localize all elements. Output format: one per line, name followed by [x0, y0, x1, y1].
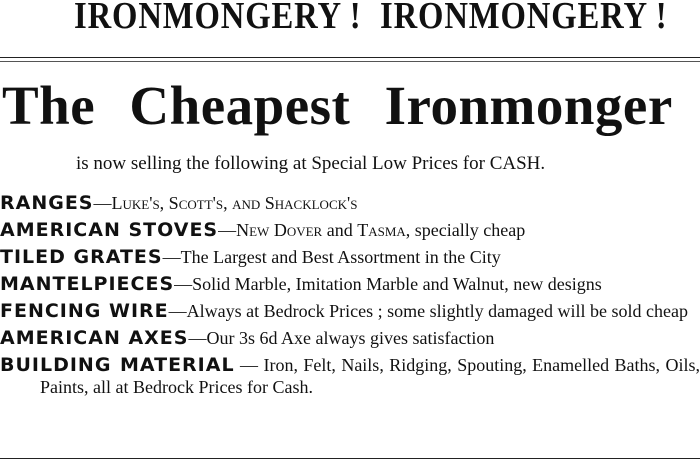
bottom-rule	[0, 458, 700, 459]
item-description: The Largest and Best Assortment in the City	[180, 247, 501, 267]
item-description: Iron, Felt, Nails, Ridging, Spouting, Enamelled Baths, Oils, Paints, all at Bedrock Prices for Cash.	[40, 355, 700, 397]
item-heading: AMERICAN STOVES	[0, 219, 219, 241]
item-heading: FENCING WIRE	[0, 300, 169, 322]
item-dash: —	[93, 193, 112, 213]
list-item-ranges	[0, 192, 700, 214]
item-connector: and	[322, 220, 358, 240]
item-brand-new-dover: New Dover	[236, 220, 323, 240]
list-item-american-axes	[0, 327, 700, 349]
item-list	[0, 192, 700, 403]
list-item-american-stoves	[0, 219, 700, 241]
item-heading: MANTELPIECES	[0, 273, 175, 295]
item-dash: —	[174, 274, 193, 294]
list-item-tiled-grates	[0, 246, 700, 268]
banner-heading-right: IRONMONGERY !	[380, 0, 668, 37]
item-heading: AMERICAN AXES	[0, 327, 189, 349]
item-description: Always at Bedrock Prices ; some slightly damaged will be sold cheap	[186, 301, 689, 321]
item-dash: —	[162, 247, 181, 267]
item-heading: BUILDING MATERIAL	[0, 354, 235, 376]
top-rule-secondary	[0, 61, 700, 62]
list-item-mantelpieces	[0, 273, 700, 295]
list-item-fencing-wire	[0, 300, 700, 322]
item-description: Luke's, Scott's, and Shacklock's	[111, 193, 358, 213]
item-description: Solid Marble, Imitation Marble and Walnut, new designs	[192, 274, 602, 294]
top-rule	[0, 57, 700, 58]
item-heading: TILED GRATES	[0, 246, 163, 268]
item-heading: RANGES	[0, 192, 94, 214]
item-description: , specially cheap	[405, 220, 526, 240]
item-brand-tasma: Tasma	[357, 220, 406, 240]
banner-heading-left: IRONMONGERY !	[74, 0, 362, 37]
item-description: Our 3s 6d Axe always gives satisfaction	[206, 328, 495, 348]
headline: The Cheapest Ironmonger	[2, 75, 673, 136]
item-dash: —	[218, 220, 237, 240]
item-dash: —	[234, 355, 264, 375]
item-dash: —	[188, 328, 207, 348]
top-banner	[0, 0, 700, 44]
list-item-building-material	[0, 354, 700, 398]
item-dash: —	[168, 301, 187, 321]
intro-line: is now selling the following at Special Low Prices for CASH.	[76, 153, 546, 174]
